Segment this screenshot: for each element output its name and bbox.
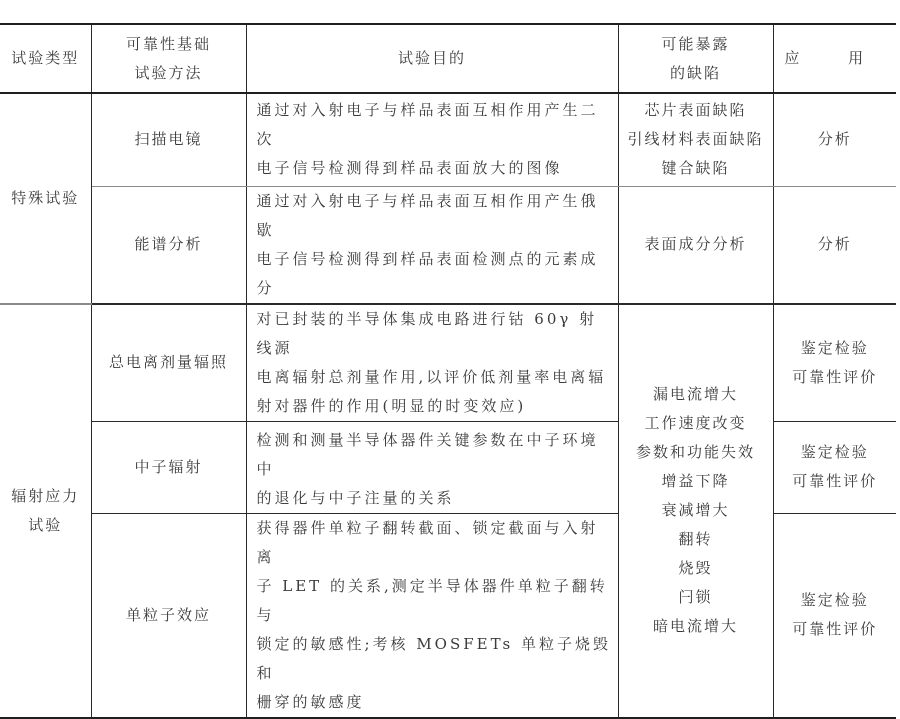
defect-item: 漏电流增大 (652, 385, 738, 403)
application-cell (773, 93, 896, 186)
purpose-cell (246, 186, 618, 304)
header-test-method-line1: 可靠性基础 (125, 34, 211, 53)
purpose-line: 栅穿的敏感度 (256, 692, 365, 711)
purpose-line: 获得器件单粒子翻转截面、锁定截面与入射离 (256, 518, 599, 566)
method-text: 总电离剂量辐照 (108, 353, 228, 371)
header-test-purpose (246, 24, 618, 93)
defect-item: 引线材料表面缺陷 (627, 130, 764, 149)
application-line: 鉴定检验 (800, 443, 869, 461)
application-cell (773, 304, 896, 422)
header-test-type (0, 24, 91, 93)
purpose-line: 电离辐射总剂量作用,以评价低剂量率电离辐 (256, 367, 607, 386)
purpose-line: 射对器件的作用(明显的时变效应) (256, 396, 527, 415)
header-defects (618, 24, 773, 93)
method-cell (91, 513, 246, 718)
method-cell (91, 93, 246, 186)
header-row (0, 24, 896, 93)
purpose-cell (246, 304, 618, 422)
application-cell (773, 513, 896, 718)
defect-item: 芯片表面缺陷 (644, 101, 747, 120)
shared-defects-cell (618, 304, 773, 718)
header-test-method (91, 24, 246, 93)
defect-item: 翻转 (678, 530, 713, 548)
application-text: 分析 (817, 235, 852, 253)
defect-item: 烧毁 (678, 559, 713, 577)
purpose-line: 的退化与中子注量的关系 (256, 488, 455, 507)
defects-cell (618, 186, 773, 304)
method-cell (91, 421, 246, 513)
defect-item: 工作速度改变 (644, 414, 747, 432)
application-line: 可靠性评价 (792, 367, 878, 386)
header-test-purpose-text: 试验目的 (397, 49, 466, 67)
purpose-line: 通过对入射电子与样品表面互相作用产生二次 (256, 101, 599, 149)
table-row (0, 93, 896, 186)
table-row (0, 304, 896, 422)
method-cell (91, 186, 246, 304)
defect-item: 暗电流增大 (652, 617, 738, 635)
defect-item: 闩锁 (678, 588, 713, 606)
method-text: 扫描电镜 (134, 130, 203, 149)
purpose-cell (246, 513, 618, 718)
application-line: 可靠性评价 (792, 472, 878, 490)
purpose-line: 子 LET 的关系,测定半导体器件单粒子翻转与 (256, 576, 608, 624)
purpose-line: 锁定的敏感性;考核 MOSFETs 单粒子烧毁和 (256, 634, 611, 682)
purpose-line: 通过对入射电子与样品表面互相作用产生俄歇 (256, 191, 599, 239)
method-text: 中子辐射 (134, 457, 203, 476)
test-type-special-text: 特殊试验 (11, 188, 80, 207)
test-type-radiation (0, 304, 91, 718)
method-text: 能谱分析 (134, 235, 203, 253)
defect-item: 参数和功能失效 (635, 443, 755, 461)
application-cell (773, 421, 896, 513)
header-application-text: 应 用 (784, 49, 886, 67)
purpose-cell (246, 421, 618, 513)
method-text: 单粒子效应 (125, 605, 211, 624)
purpose-line: 检测和测量半导体器件关键参数在中子环境中 (256, 430, 599, 478)
defects-cell (618, 93, 773, 186)
table-row (0, 186, 896, 304)
purpose-cell (246, 93, 618, 186)
test-type-special (0, 93, 91, 304)
reliability-test-table (0, 23, 896, 719)
purpose-line: 电子信号检测得到样品表面放大的图像 (256, 159, 563, 178)
application-line: 鉴定检验 (800, 591, 869, 609)
header-defects-line2: 的缺陷 (669, 63, 721, 82)
defect-item: 表面成分分析 (644, 235, 747, 253)
header-defects-line1: 可能暴露 (661, 34, 730, 53)
application-line: 鉴定检验 (800, 338, 869, 357)
header-test-type-text: 试验类型 (11, 49, 80, 67)
defect-item: 增益下降 (661, 472, 730, 490)
test-type-radiation-line1: 辐射应力 (11, 486, 80, 505)
header-application (773, 24, 896, 93)
defect-item: 衰减增大 (661, 501, 730, 519)
application-text: 分析 (817, 130, 852, 149)
method-cell (91, 304, 246, 422)
application-line: 可靠性评价 (792, 620, 878, 638)
application-cell (773, 186, 896, 304)
defect-item: 键合缺陷 (661, 159, 730, 178)
purpose-line: 对已封装的半导体集成电路进行钴 60γ 射线源 (256, 309, 598, 357)
header-test-method-line2: 试验方法 (134, 63, 203, 82)
purpose-line: 电子信号检测得到样品表面检测点的元素成分 (256, 249, 599, 297)
test-type-radiation-line2: 试验 (28, 515, 63, 534)
